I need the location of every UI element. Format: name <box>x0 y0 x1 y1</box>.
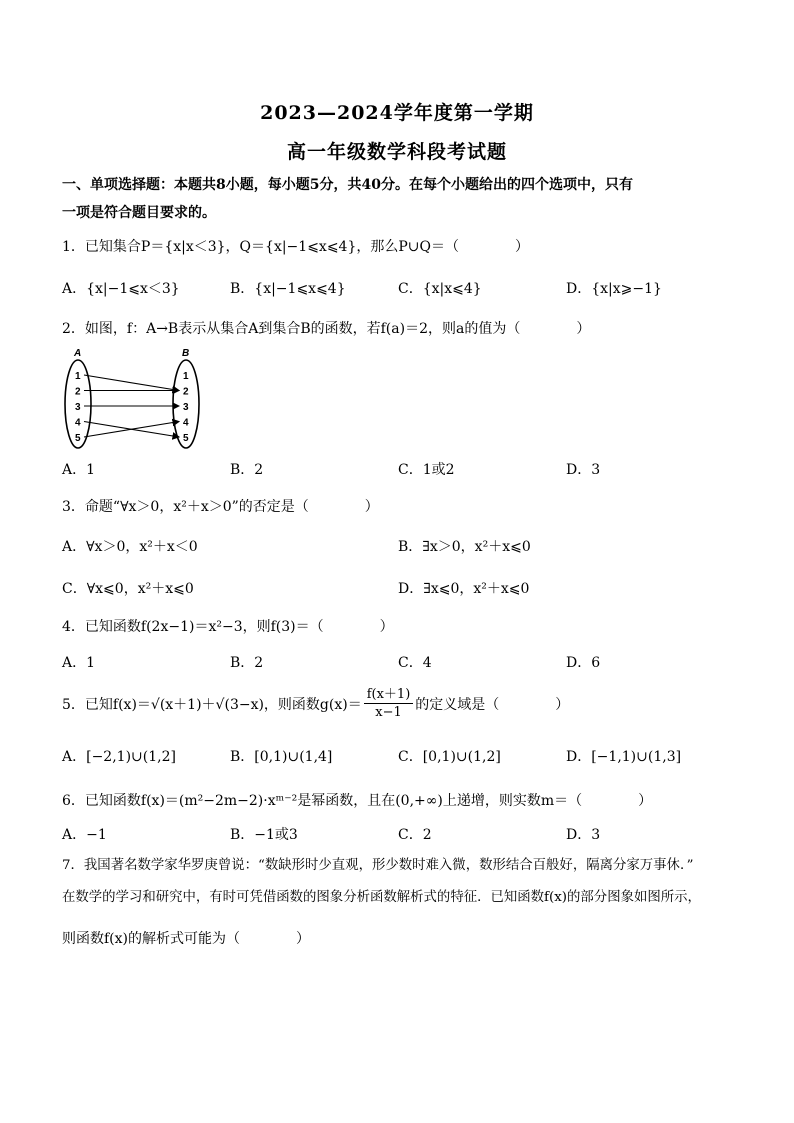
set-a-element-1: 1 <box>75 371 81 382</box>
set-a-element-2: 2 <box>75 386 81 398</box>
q1-option-a: A．{x|−1⩽x＜3} <box>62 281 180 297</box>
q6-option-b: B．−1或3 <box>230 827 298 843</box>
q5-option-b: B．[0,1)∪(1,4] <box>230 749 333 765</box>
set-a-element-4: 4 <box>75 417 81 429</box>
q2-option-d: D．3 <box>566 462 601 478</box>
mapping-arrow-1-to-2 <box>84 375 179 391</box>
q5-stem-pre: 5．已知f(x)＝√(x＋1)＋√(3−x)，则函数g(x)＝ <box>62 696 362 713</box>
q2-option-b: B．2 <box>230 462 264 478</box>
q5-stem <box>62 686 569 721</box>
q3-stem: 3．命题“∀x＞0，x²＋x＞0”的否定是（ ） <box>62 499 379 515</box>
q1-stem: 1．已知集合P＝{x|x＜3}，Q＝{x|−1⩽x⩽4}，那么P∪Q＝（ ） <box>62 239 529 255</box>
set-b-element-2: 2 <box>183 386 189 398</box>
q3-option-d: D．∃x⩽0，x²＋x⩽0 <box>398 581 530 597</box>
q2-option-c: C．1或2 <box>398 462 455 478</box>
q7-line1: 7．我国著名数学家华罗庚曾说：“数缺形时少直观，形少数时难入微，数形结合百般好，隔离分家万事休．” <box>62 858 694 873</box>
q7-line2: 在数学的学习和研究中，有时可凭借函数的图象分析函数解析式的特征．已知函数f(x)的部分图象如图所示， <box>62 890 701 905</box>
q5-option-c: C．[0,1)∪(1,2] <box>398 749 501 765</box>
set-b-element-5: 5 <box>183 433 189 444</box>
q5-fraction-denominator: x−1 <box>375 705 402 720</box>
set-b-element-1: 1 <box>183 371 189 382</box>
q6-option-c: C．2 <box>398 827 432 843</box>
mapping-diagram <box>62 346 212 454</box>
set-a-element-5: 5 <box>75 433 81 444</box>
q5-option-a: A．[−2,1)∪(1,2] <box>62 749 176 765</box>
q3-option-a: A．∀x＞0，x²＋x＜0 <box>62 539 198 555</box>
set-b-element-4: 4 <box>183 417 189 429</box>
q6-option-a: A．−1 <box>62 827 107 843</box>
q2-option-a: A．1 <box>62 462 96 478</box>
section1-intro-line1: 一、单项选择题：本题共8小题，每小题5分，共40分。在每个小题给出的四个选项中，只有 <box>62 177 633 193</box>
q5-fraction-numerator: f(x＋1) <box>364 686 414 704</box>
q4-option-a: A．1 <box>62 655 96 671</box>
set-a-element-3: 3 <box>75 402 81 413</box>
q4-option-c: C．4 <box>398 655 432 671</box>
q4-stem: 4．已知函数f(2x−1)＝x²−3，则f(3)＝（ ） <box>62 619 394 635</box>
term-title: 2023—2024学年度第一学期 <box>260 102 534 124</box>
q3-option-b: B．∃x＞0，x²＋x⩽0 <box>398 539 531 555</box>
q7-line3: 则函数f(x)的解析式可能为（ ） <box>62 931 310 947</box>
q1-option-b: B．{x|−1⩽x⩽4} <box>230 281 346 297</box>
set-b-element-3: 3 <box>183 402 189 413</box>
q1-option-c: C．{x|x⩽4} <box>398 281 482 297</box>
q2-stem: 2．如图，f：A→B表示从集合A到集合B的函数，若f(a)＝2，则a的值为（ ） <box>62 321 591 337</box>
q5-stem-post: 的定义域是（ ） <box>415 696 570 713</box>
exam-title: 高一年级数学科段考试题 <box>286 141 507 163</box>
set-a-label: A <box>74 348 82 359</box>
q6-stem: 6．已知函数f(x)＝(m²−2m−2)·xᵐ⁻²是幂函数，且在(0,+∞)上递增，则实数m＝（ ） <box>62 793 653 809</box>
q3-option-c: C．∀x⩽0，x²＋x⩽0 <box>62 581 194 597</box>
q4-option-d: D．6 <box>566 655 601 671</box>
q5-option-d: D．[−1,1)∪(1,3] <box>566 749 682 765</box>
q1-option-d: D．{x|x⩾−1} <box>566 281 662 297</box>
section1-intro-line2: 一项是符合题目要求的。 <box>62 205 216 221</box>
set-b-label: B <box>182 348 190 359</box>
q4-option-b: B．2 <box>230 655 264 671</box>
q5-fraction <box>364 686 414 721</box>
q6-option-d: D．3 <box>566 827 601 843</box>
